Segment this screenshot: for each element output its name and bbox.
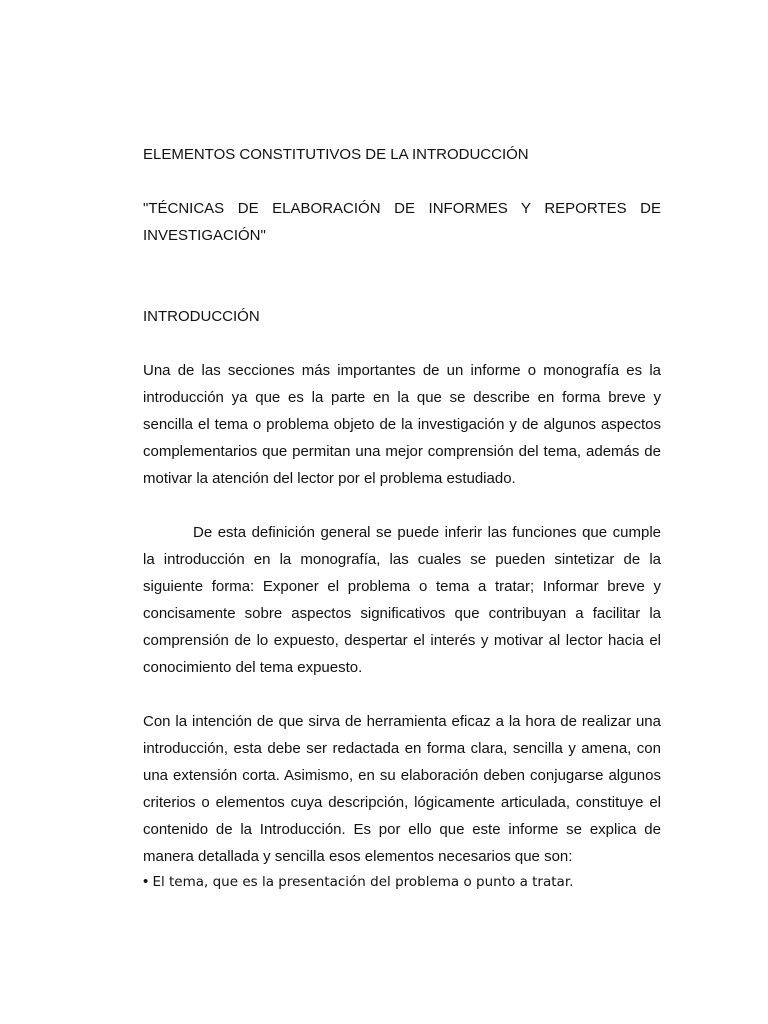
- document-subtitle: "TÉCNICAS DE ELABORACIÓN DE INFORMES Y REPORTES DE INVESTIGACIÓN": [143, 200, 661, 244]
- section-title: INTRODUCCIÓN: [143, 308, 260, 325]
- document-heading: ELEMENTOS CONSTITUTIVOS DE LA INTRODUCCIÓN: [143, 146, 529, 163]
- paragraph-intro: Una de las secciones más importantes de un informe o monografía es la introducción ya que es la parte en la que se describe en forma breve y sencilla el tema o problema objeto de la investigación y de algunos aspectos complementarios que permitan una mejor comprensión del tema, además de motivar la atención del lector por el problema estudiado.: [143, 362, 661, 487]
- document-body: [143, 141, 661, 894]
- bullet-item: [143, 870, 661, 894]
- paragraph-functions: De esta definición general se puede inferir las funciones que cumple la introducción en la monografía, las cuales se pueden sintetizar de la siguiente forma: Exponer el problema o tema a tratar; Informar breve y concisamente sobre aspectos significativos que contribuyan a facilitar la comprensión de lo expuesto, despertar el interés y motivar al lector hacia el conocimiento del tema expuesto.: [143, 524, 661, 676]
- bullet-mark: •: [143, 873, 149, 890]
- paragraph-criteria: Con la intención de que sirva de herramienta eficaz a la hora de realizar una introducción, esta debe ser redactada en forma clara, sencilla y amena, con una extensión corta. Asimismo, en su elaboración deben conjugarse algunos criterios o elementos cuya descripción, lógicamente articulada, constituye el contenido de la Introducción. Es por ello que este informe se explica de manera detallada y sencilla esos elementos necesarios que son:: [143, 713, 661, 865]
- bullet-text: El tema, que es la presentación del problema o punto a tratar.: [152, 874, 574, 890]
